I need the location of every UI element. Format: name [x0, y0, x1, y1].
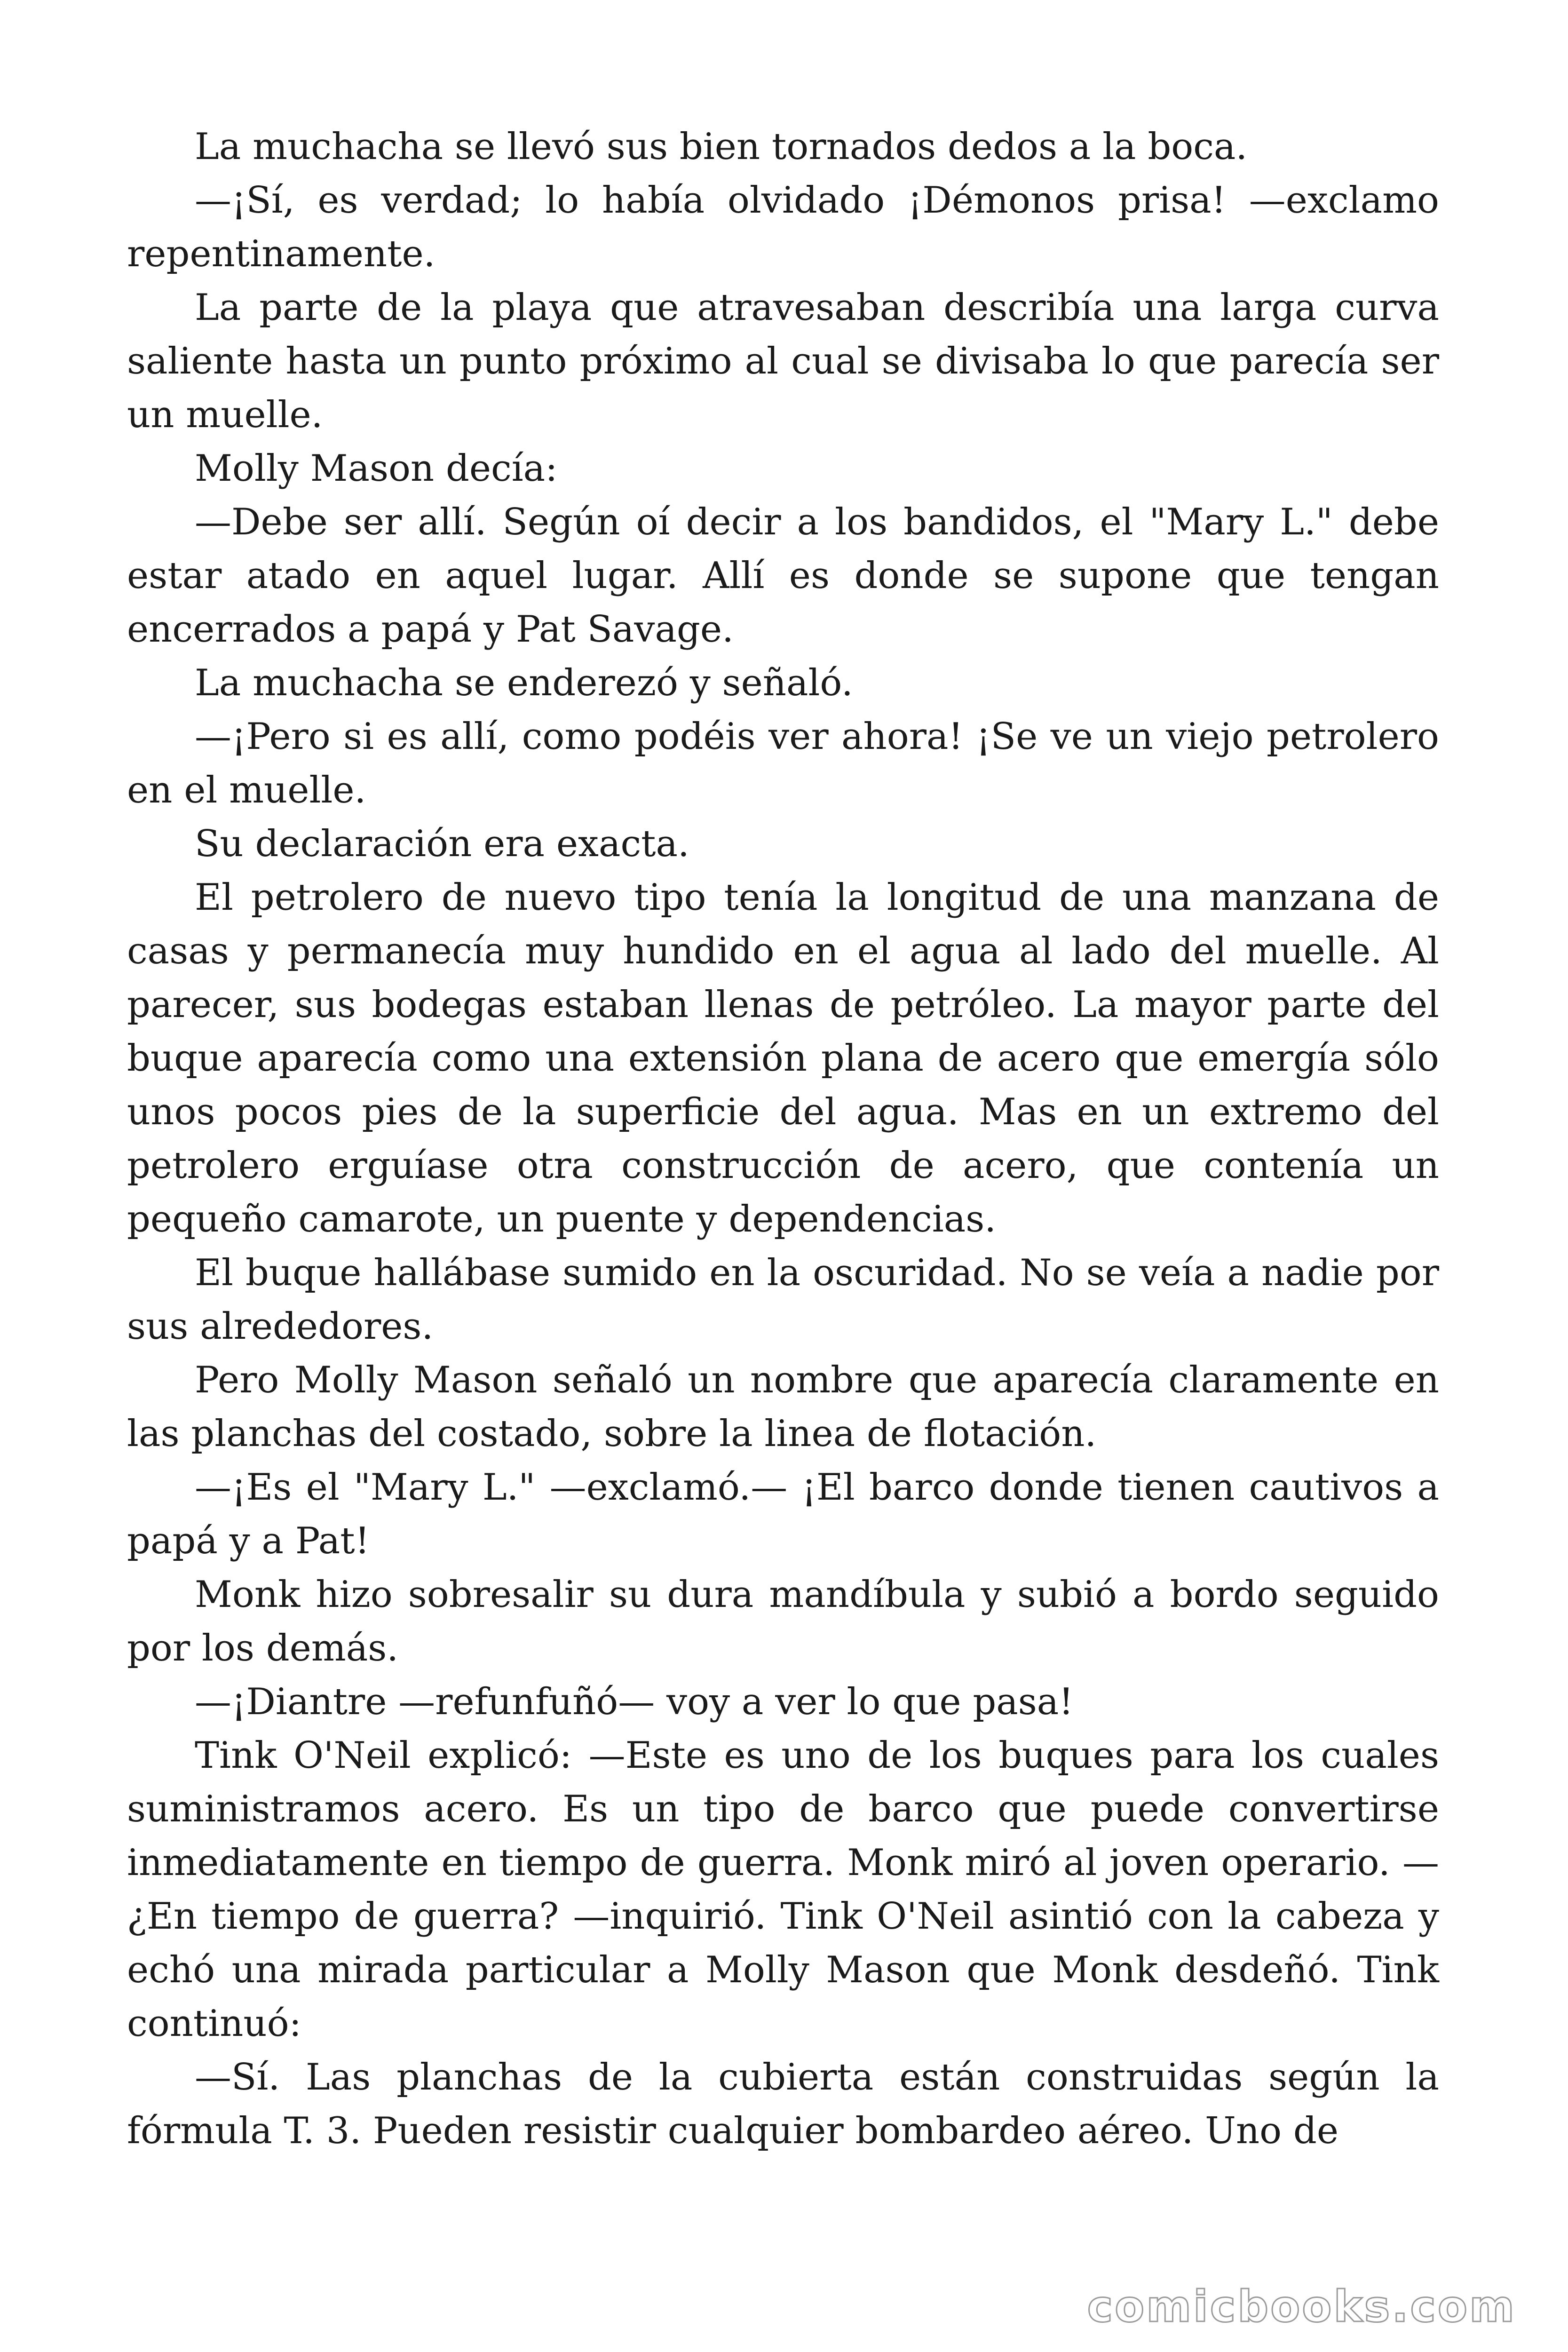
page-body	[127, 120, 1439, 2158]
paragraph-7: —¡Pero si es allí, como podéis ver ahora! ¡Se ve un viejo petrolero en el muelle.	[127, 715, 1439, 811]
paragraph-9: El petrolero de nuevo tipo tenía la longitud de una manzana de casas y permanecía muy hundido en el agua al lado del muelle. Al parecer, sus bodegas estaban llenas de petróleo. La mayor parte del buque aparecía como una extensión plana de acero que emergía sólo unos pocos pies de la superficie del agua. Mas en un extremo del petrolero erguíase otra construcción de acero, que contenía un pequeño camarote, un puente y dependencias.	[127, 876, 1439, 1240]
paragraph-6: La muchacha se enderezó y señaló.	[195, 662, 853, 704]
paragraph-1: La muchacha se llevó sus bien tornados dedos a la boca.	[195, 126, 1248, 168]
paragraph-8: Su declaración era exacta.	[195, 823, 689, 865]
paragraph-13: Monk hizo sobresalir su dura mandíbula y subió a bordo seguido por los demás.	[127, 1573, 1439, 1669]
watermark: comicbooks.com	[1087, 2281, 1516, 2332]
paragraph-11: Pero Molly Mason señaló un nombre que aparecía claramente en las planchas del costado, sobre la linea de flotación.	[127, 1359, 1439, 1455]
paragraph-12: —¡Es el "Mary L." —exclamó.— ¡El barco donde tienen cautivos a papá y a Pat!	[127, 1466, 1439, 1562]
paragraph-2: —¡Sí, es verdad; lo había olvidado ¡Démonos prisa! —exclamo repentinamente.	[127, 179, 1439, 275]
paragraph-15: Tink O'Neil explicó: —Este es uno de los buques para los cuales suministramos acero. Es un tipo de barco que puede convertirse inmediatamente en tiempo de guerra. Monk miró al joven operario. — ¿En tiempo de guerra? —inquirió. Tink O'Neil asintió con la cabeza y echó una mirada particular a Molly Mason que Monk desdeñó. Tink continuó:	[127, 1734, 1439, 2045]
paragraph-4: Molly Mason decía:	[195, 447, 558, 490]
paragraph-10: El buque hallábase sumido en la oscuridad. No se veía a nadie por sus alrededores.	[127, 1252, 1439, 1348]
paragraph-5: —Debe ser allí. Según oí decir a los bandidos, el "Mary L." debe estar atado en aquel lugar. Allí es donde se supone que tengan encerrados a papá y Pat Savage.	[127, 501, 1439, 651]
paragraph-14: —¡Diantre —refunfuñó— voy a ver lo que pasa!	[195, 1681, 1074, 1723]
paragraph-16: —Sí. Las planchas de la cubierta están construidas según la fórmula T. 3. Pueden resistir cualquier bombardeo aéreo. Uno de	[127, 2056, 1439, 2152]
paragraph-3: La parte de la playa que atravesaban describía una larga curva saliente hasta un punto próximo al cual se divisaba lo que parecía ser un muelle.	[127, 286, 1439, 436]
